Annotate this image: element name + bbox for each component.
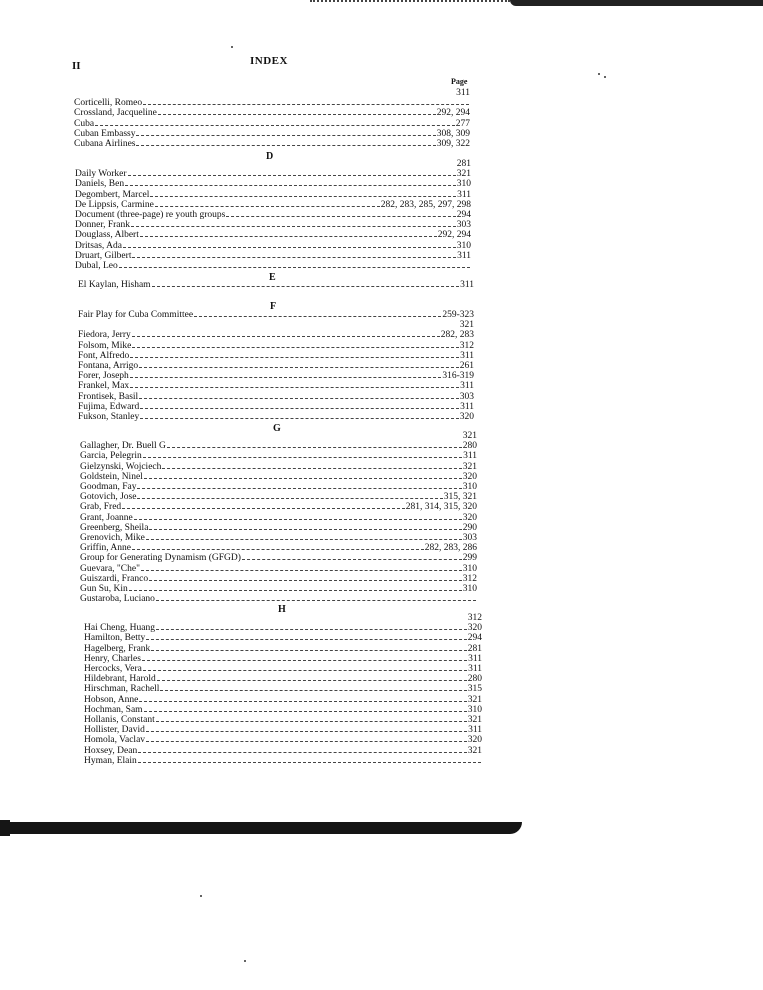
index-entry	[78, 310, 474, 320]
entry-name: Grenovich, Mike	[80, 533, 145, 543]
entry-name: Corticelli, Romeo	[74, 98, 143, 109]
page-column-label: Page	[451, 77, 468, 86]
index-entry	[78, 351, 474, 361]
entry-name: Garcia, Pelegrin	[80, 451, 142, 462]
dot-leader	[139, 367, 459, 368]
entry-name: Fair Play for Cuba Committee	[78, 310, 194, 320]
entry-name: Hirschman, Rachell	[84, 684, 160, 695]
entry-name: Douglass, Albert	[75, 230, 139, 241]
entry-pages: 320	[467, 623, 482, 634]
dot-leader	[136, 145, 435, 146]
dot-leader	[160, 690, 466, 691]
index-entry	[75, 200, 471, 210]
entry-name: Guiszardi, Franco	[80, 573, 149, 584]
index-entry	[78, 320, 474, 330]
entry-pages: 292, 294	[437, 230, 471, 241]
index-entry	[74, 88, 470, 98]
dot-leader	[137, 488, 461, 489]
entry-pages: 280	[462, 441, 477, 452]
dot-leader	[125, 185, 456, 186]
index-entry	[84, 715, 482, 725]
dot-leader	[142, 660, 467, 661]
entry-name: Guevara, "Che"	[80, 563, 140, 574]
dot-leader	[123, 247, 456, 248]
index-entry	[75, 210, 471, 220]
entry-pages: 320	[462, 471, 477, 482]
entry-pages: 312	[467, 613, 482, 623]
dot-leader	[242, 559, 462, 560]
entry-pages: 281	[467, 643, 482, 654]
dot-leader	[226, 216, 455, 217]
section-letter: G	[273, 423, 281, 434]
dot-leader	[140, 236, 437, 237]
entry-name: Donner, Frank	[75, 220, 131, 231]
entry-pages: 311	[468, 653, 482, 664]
dot-leader	[158, 114, 436, 115]
entry-pages: 294	[456, 210, 471, 220]
entry-pages: 315, 321	[443, 492, 477, 503]
entry-pages: 303	[462, 533, 477, 543]
entry-pages: 261	[459, 361, 474, 371]
section-letter: D	[266, 151, 274, 162]
dot-leader	[156, 600, 476, 601]
dot-leader	[156, 629, 467, 630]
entry-name: Gustaroba, Luciano	[80, 594, 155, 605]
dot-leader	[146, 741, 467, 742]
entry-name: Fukson, Stanley	[78, 412, 140, 422]
dot-leader	[146, 539, 462, 540]
dot-leader	[138, 762, 481, 763]
entry-pages: 311	[456, 88, 470, 98]
index-entry	[80, 472, 477, 482]
dot-leader	[139, 398, 459, 399]
dot-leader	[132, 549, 424, 550]
section-letter: E	[269, 272, 276, 283]
entry-pages: 310	[456, 240, 471, 251]
dot-leader	[128, 175, 456, 176]
dot-leader	[146, 639, 467, 640]
index-entry	[75, 220, 471, 230]
index-entry	[84, 705, 482, 715]
index-entry	[80, 574, 477, 584]
entry-name: Hollister, David	[84, 725, 145, 736]
entry-name: Hyman, Elain	[84, 755, 137, 766]
entry-pages: 309, 322	[436, 139, 470, 149]
entry-name: Dritsas, Ada	[75, 240, 122, 251]
entry-pages: 281, 314, 315, 320	[405, 502, 477, 513]
entry-name: Fiedora, Jerry	[78, 330, 131, 341]
entry-name: Hoxsey, Dean	[84, 745, 138, 756]
dot-leader	[138, 752, 467, 753]
dot-leader	[149, 529, 461, 530]
entry-name: De Lippsis, Carmine	[75, 199, 154, 210]
entry-name: Frankel, Max	[78, 381, 130, 392]
index-entry	[80, 523, 477, 533]
index-entry	[84, 746, 482, 756]
entry-pages: 311	[460, 381, 474, 392]
entry-name: Goodman, Fay	[80, 482, 137, 492]
entry-pages: 311	[460, 280, 474, 290]
dot-leader	[156, 721, 467, 722]
dot-leader	[95, 125, 455, 126]
entry-pages: 311	[468, 664, 482, 674]
entry-pages: 299	[462, 553, 477, 564]
dot-leader	[155, 206, 380, 207]
index-entry	[80, 584, 477, 594]
entry-pages: 310	[462, 482, 477, 492]
dot-leader	[149, 580, 462, 581]
dot-leader	[132, 347, 458, 348]
scan-dots	[310, 0, 510, 2]
entry-name: Druart, Gilbert	[75, 250, 132, 261]
index-entry	[84, 644, 482, 654]
entry-pages: 310	[456, 179, 471, 190]
index-entry	[75, 190, 471, 200]
entry-pages: 321	[467, 745, 482, 756]
entry-name: Gotovich, Jose	[80, 492, 137, 503]
entry-name: Grab, Fred	[80, 502, 122, 513]
dot-leader	[144, 478, 462, 479]
scan-speck	[598, 73, 600, 75]
entry-pages: 311	[463, 451, 477, 462]
index-entry	[78, 412, 474, 422]
index-entry	[80, 451, 477, 461]
entry-name: Fujima, Edward	[78, 401, 140, 412]
scan-speck	[244, 960, 246, 962]
scan-bottom-edge	[0, 822, 522, 834]
entry-name: Gielzynski, Wojciech	[80, 461, 162, 472]
entry-pages: 290	[462, 522, 477, 533]
index-entry	[78, 381, 474, 391]
entry-name: Hercocks, Vera	[84, 664, 142, 674]
dot-leader	[132, 336, 440, 337]
index-entry	[74, 119, 470, 129]
dot-leader	[194, 316, 441, 317]
dot-leader	[129, 590, 462, 591]
index-entry	[80, 502, 477, 512]
index-entry	[80, 513, 477, 523]
index-entry	[84, 756, 482, 766]
entry-name: Cuba	[74, 118, 95, 129]
dot-leader	[140, 418, 459, 419]
scan-speck	[200, 895, 202, 897]
page-title: INDEX	[250, 55, 288, 67]
index-entry	[80, 594, 477, 604]
entry-name: Group for Generating Dynamism (GFGD)	[80, 553, 241, 564]
index-entry	[80, 441, 477, 451]
index-entry	[84, 725, 482, 735]
index-entry	[74, 108, 470, 118]
dot-leader	[130, 387, 459, 388]
entry-pages: 311	[457, 250, 471, 261]
dot-leader	[157, 680, 467, 681]
dot-leader	[143, 457, 462, 458]
index-entry	[78, 392, 474, 402]
entry-name: Grant, Joanne	[80, 512, 133, 523]
entry-pages: 311	[460, 350, 474, 361]
entry-pages: 311	[457, 189, 471, 200]
dot-leader	[146, 731, 467, 732]
index-entry	[75, 159, 471, 169]
index-entry	[80, 553, 477, 563]
index-entry	[80, 564, 477, 574]
entry-name: Dubal, Leo	[75, 261, 118, 271]
entry-pages: 321	[462, 461, 477, 472]
section-letter: H	[278, 604, 286, 615]
entry-pages: 321	[456, 169, 471, 180]
dot-leader	[140, 408, 459, 409]
entry-pages: 292, 294	[436, 108, 470, 119]
dot-leader	[152, 286, 460, 287]
entry-pages: 308, 309	[436, 128, 470, 139]
entry-pages: 320	[459, 412, 474, 422]
index-entry	[80, 533, 477, 543]
entry-name: Henry, Charles	[84, 653, 141, 664]
entry-name: Daily Worker	[75, 169, 127, 180]
entry-pages: 310	[467, 704, 482, 715]
entry-name: Hildebrant, Harold	[84, 674, 156, 685]
scan-speck	[604, 76, 606, 78]
index-entry	[84, 654, 482, 664]
entry-pages: 311	[468, 725, 482, 736]
entry-pages: 282, 283, 285, 297, 298	[380, 199, 471, 210]
entry-pages: 321	[459, 320, 474, 331]
dot-leader	[137, 498, 442, 499]
index-entry	[78, 330, 474, 340]
entry-name: Cubana Airlines	[74, 139, 136, 149]
dot-leader	[151, 650, 466, 651]
dot-leader	[132, 257, 456, 258]
index-entry	[75, 261, 471, 271]
entry-pages: 312	[462, 573, 477, 584]
entry-name: Frontisek, Basil	[78, 391, 139, 402]
entry-pages: 277	[455, 118, 470, 129]
entry-pages: 282, 283	[440, 330, 474, 341]
dot-leader	[150, 196, 456, 197]
entry-name: Daniels, Ben	[75, 179, 125, 190]
dot-leader	[143, 104, 469, 105]
entry-name: El Kaylan, Hisham	[78, 280, 151, 290]
entry-name: Gallagher, Dr. Buell G	[80, 441, 166, 452]
dot-leader	[134, 519, 462, 520]
entry-pages: 310	[462, 584, 477, 594]
entry-name: Griffin, Anne	[80, 543, 132, 554]
index-entry	[80, 462, 477, 472]
dot-leader	[144, 711, 467, 712]
dot-leader	[139, 701, 466, 702]
entry-pages: 321	[467, 694, 482, 705]
index-entry	[78, 341, 474, 351]
index-entry	[80, 543, 477, 553]
entry-name: Font, Alfredo	[78, 350, 130, 361]
dot-leader	[130, 377, 442, 378]
index-entry	[75, 179, 471, 189]
dot-leader	[162, 468, 461, 469]
entry-pages: 320	[467, 735, 482, 746]
index-entry	[78, 361, 474, 371]
dot-leader	[131, 226, 456, 227]
dot-leader	[130, 357, 459, 358]
entry-name: Hai Cheng, Huang	[84, 623, 155, 634]
index-entry	[80, 492, 477, 502]
page-number: II	[72, 60, 81, 72]
entry-pages: 294	[467, 633, 482, 644]
scan-top-edge	[300, 0, 763, 8]
entry-pages: 280	[467, 674, 482, 685]
index-entry	[74, 98, 470, 108]
entry-pages: 316-319	[442, 371, 474, 382]
entry-pages: 281	[456, 159, 471, 169]
entry-pages: 320	[462, 512, 477, 523]
entry-name: Hollanis, Constant	[84, 715, 155, 725]
entry-pages: 259-323	[442, 310, 474, 320]
index-entry	[78, 371, 474, 381]
entry-name: Hagelberg, Frank	[84, 643, 151, 654]
section-letter: F	[270, 301, 277, 312]
index-entry	[75, 241, 471, 251]
entry-name: Greenberg, Sheila	[80, 522, 149, 533]
entry-name: Degombert, Marcel	[75, 189, 150, 200]
entry-pages: 310	[462, 563, 477, 574]
entry-name: Homola, Vaclav	[84, 735, 146, 746]
index-entry	[84, 623, 482, 633]
scan-shadow-bar	[510, 0, 763, 6]
index-entry	[84, 684, 482, 694]
index-entry	[75, 230, 471, 240]
entry-name: Gun Su, Kin	[80, 584, 128, 594]
entry-name: Hobson, Anne	[84, 694, 139, 705]
dot-leader	[119, 267, 470, 268]
entry-pages: 311	[460, 401, 474, 412]
index-entry	[80, 431, 477, 441]
index-entry	[84, 735, 482, 745]
scan-speck	[231, 46, 233, 48]
entry-name: Hamilton, Betty	[84, 633, 146, 644]
index-entry	[78, 402, 474, 412]
index-entry	[75, 169, 471, 179]
dot-leader	[122, 508, 405, 509]
entry-pages: 321	[462, 431, 477, 441]
entry-pages: 312	[459, 340, 474, 351]
entry-pages: 315	[467, 684, 482, 695]
index-entry	[74, 129, 470, 139]
dot-leader	[167, 447, 462, 448]
entry-name: Crossland, Jacqueline	[74, 108, 157, 119]
index-entry	[84, 613, 482, 623]
dot-leader	[141, 570, 462, 571]
index-entry	[78, 280, 474, 290]
index-entry	[84, 674, 482, 684]
entry-name: Goldstein, Ninel	[80, 471, 143, 482]
index-entry	[74, 139, 470, 149]
dot-leader	[143, 670, 467, 671]
index-entry	[84, 633, 482, 643]
dot-leader	[136, 135, 435, 136]
index-entry	[84, 664, 482, 674]
entry-pages: 303	[456, 220, 471, 231]
index-entry	[75, 251, 471, 261]
entry-pages: 321	[467, 715, 482, 725]
entry-name: Document (three-page) re youth groups	[75, 210, 226, 220]
entry-name: Hochman, Sam	[84, 704, 143, 715]
entry-name: Cuban Embassy	[74, 128, 136, 139]
entry-name: Folsom, Mike	[78, 340, 132, 351]
entry-name: Forer, Joseph	[78, 371, 129, 382]
entry-pages: 282, 283, 286	[424, 543, 477, 554]
index-entry	[84, 695, 482, 705]
entry-pages: 303	[459, 391, 474, 402]
index-entry	[80, 482, 477, 492]
entry-name: Fontana, Arrigo	[78, 361, 139, 371]
